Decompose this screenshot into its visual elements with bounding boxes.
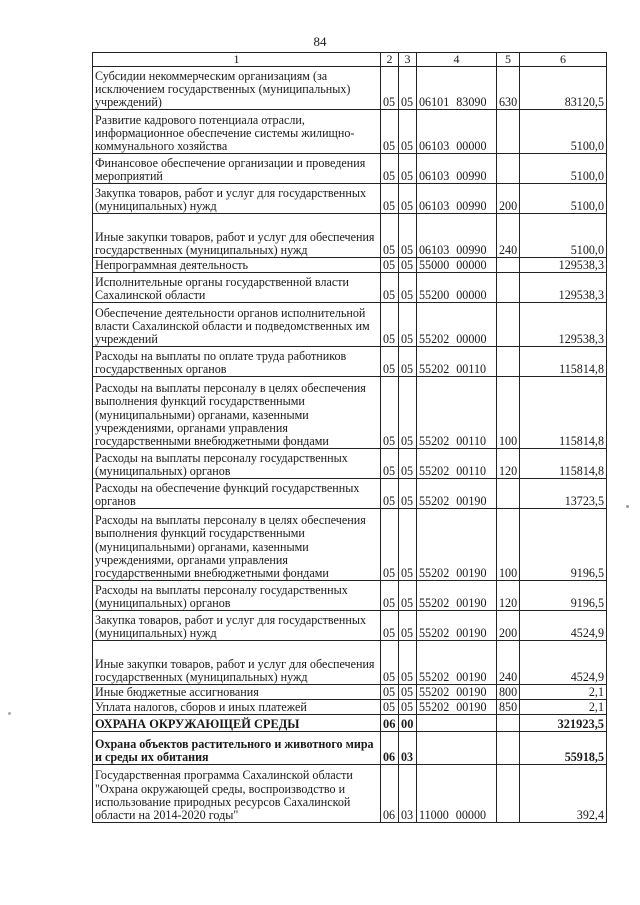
table-row: [93, 273, 607, 303]
table-header-row: [93, 53, 607, 67]
row-expense-type: [497, 258, 520, 273]
row-name: Государственная программа Сахалинской области "Охрана окружающей среды, воспроизводство и использование природных ресурсов Сахалинской области на 2014-2020 годы": [93, 765, 381, 823]
table-row: [93, 611, 607, 641]
row-amount: 4524,9: [520, 611, 607, 641]
row-subsection: 05: [399, 273, 417, 303]
row-amount: 5100,0: [520, 154, 607, 184]
row-target-article: 06103 00990: [417, 154, 497, 184]
row-amount: 9196,5: [520, 581, 607, 611]
row-amount: 9196,5: [520, 509, 607, 581]
row-name: ОХРАНА ОКРУЖАЮЩЕЙ СРЕДЫ: [93, 715, 381, 732]
row-expense-type: 120: [497, 581, 520, 611]
row-name: Уплата налогов, сборов и иных платежей: [93, 700, 381, 715]
table-row: [93, 67, 607, 110]
row-section: 05: [381, 700, 399, 715]
row-amount: 392,4: [520, 765, 607, 823]
row-name: Расходы на обеспечение функций государственных органов: [93, 479, 381, 509]
row-section: 05: [381, 581, 399, 611]
row-name: Развитие кадрового потенциала отрасли, информационное обеспечение системы жилищно-коммунального хозяйства: [93, 110, 381, 154]
row-target-article: 55202 00190: [417, 581, 497, 611]
row-amount: 129538,3: [520, 258, 607, 273]
row-subsection: 05: [399, 154, 417, 184]
row-amount: 5100,0: [520, 110, 607, 154]
row-amount: 115814,8: [520, 449, 607, 479]
row-subsection: 05: [399, 685, 417, 700]
row-target-article: [417, 732, 497, 765]
row-section: 05: [381, 347, 399, 377]
row-expense-type: [497, 273, 520, 303]
row-target-article: 06103 00990: [417, 214, 497, 258]
row-name: Закупка товаров, работ и услуг для государственных (муниципальных) нужд: [93, 611, 381, 641]
row-target-article: 55202 00110: [417, 347, 497, 377]
row-section: 05: [381, 258, 399, 273]
row-expense-type: 800: [497, 685, 520, 700]
row-name: Иные закупки товаров, работ и услуг для обеспечения государственных (муниципальных) нужд: [93, 641, 381, 685]
row-subsection: 05: [399, 611, 417, 641]
row-subsection: 05: [399, 303, 417, 347]
row-target-article: 55202 00000: [417, 303, 497, 347]
row-subsection: 05: [399, 449, 417, 479]
row-target-article: 55202 00190: [417, 685, 497, 700]
row-name: Финансовое обеспечение организации и проведения мероприятий: [93, 154, 381, 184]
row-expense-type: 200: [497, 611, 520, 641]
row-expense-type: [497, 154, 520, 184]
table-row: [93, 214, 607, 258]
header-col-4: 4: [417, 53, 497, 67]
row-target-article: 06101 83090: [417, 67, 497, 110]
row-name: Расходы на выплаты персоналу в целях обеспечения выполнения функций государственными (муниципальными) органами, казенными учреждениями, органами управления государственными внебюджетными фондами: [93, 377, 381, 449]
row-subsection: 05: [399, 479, 417, 509]
table-row: [93, 685, 607, 700]
row-amount: 129538,3: [520, 303, 607, 347]
row-amount: 321923,5: [520, 715, 607, 732]
row-expense-type: 120: [497, 449, 520, 479]
table-row: [93, 765, 607, 823]
row-target-article: 55202 00110: [417, 377, 497, 449]
table-row: [93, 110, 607, 154]
row-section: 05: [381, 184, 399, 214]
table-row: [93, 449, 607, 479]
header-col-1: 1: [93, 53, 381, 67]
row-amount: 55918,5: [520, 732, 607, 765]
table-row: [93, 258, 607, 273]
row-subsection: 05: [399, 184, 417, 214]
row-target-article: 55202 00190: [417, 509, 497, 581]
header-col-2: 2: [381, 53, 399, 67]
row-amount: 13723,5: [520, 479, 607, 509]
table-row: [93, 303, 607, 347]
row-section: 05: [381, 449, 399, 479]
header-col-6: 6: [520, 53, 607, 67]
row-expense-type: 850: [497, 700, 520, 715]
row-name: Закупка товаров, работ и услуг для государственных (муниципальных) нужд: [93, 184, 381, 214]
row-expense-type: 240: [497, 214, 520, 258]
row-name: Охрана объектов растительного и животного мира и среды их обитания: [93, 732, 381, 765]
page-number: 84: [313, 34, 327, 49]
row-expense-type: [497, 303, 520, 347]
row-subsection: 03: [399, 732, 417, 765]
row-subsection: 05: [399, 581, 417, 611]
row-section: 05: [381, 685, 399, 700]
row-target-article: 11000 00000: [417, 765, 497, 823]
row-amount: 2,1: [520, 685, 607, 700]
row-target-article: 06103 00000: [417, 110, 497, 154]
row-section: 06: [381, 715, 399, 732]
row-amount: 2,1: [520, 700, 607, 715]
row-subsection: 05: [399, 700, 417, 715]
row-amount: 115814,8: [520, 347, 607, 377]
row-expense-type: [497, 715, 520, 732]
table-row: [93, 347, 607, 377]
table-row: [93, 479, 607, 509]
row-amount: 4524,9: [520, 641, 607, 685]
row-subsection: 05: [399, 509, 417, 581]
row-subsection: 05: [399, 377, 417, 449]
row-amount: 5100,0: [520, 184, 607, 214]
row-target-article: 55202 00190: [417, 479, 497, 509]
row-amount: 5100,0: [520, 214, 607, 258]
row-name: Расходы на выплаты персоналу государственных (муниципальных) органов: [93, 581, 381, 611]
row-expense-type: 200: [497, 184, 520, 214]
row-subsection: 05: [399, 110, 417, 154]
row-subsection: 03: [399, 765, 417, 823]
table-body: [93, 67, 607, 823]
row-section: 05: [381, 214, 399, 258]
row-section: 05: [381, 479, 399, 509]
row-name: Иные бюджетные ассигнования: [93, 685, 381, 700]
table-row: [93, 641, 607, 685]
row-target-article: 55202 00190: [417, 700, 497, 715]
table-row: [93, 509, 607, 581]
row-section: 05: [381, 154, 399, 184]
row-target-article: [417, 715, 497, 732]
row-expense-type: 100: [497, 509, 520, 581]
table-row: [93, 377, 607, 449]
table-row-subsection: [93, 732, 607, 765]
row-subsection: 05: [399, 214, 417, 258]
row-name: Непрограммная деятельность: [93, 258, 381, 273]
row-section: 06: [381, 765, 399, 823]
row-section: 05: [381, 273, 399, 303]
row-section: 05: [381, 110, 399, 154]
row-target-article: 55202 00190: [417, 611, 497, 641]
row-target-article: 55202 00110: [417, 449, 497, 479]
row-subsection: 05: [399, 258, 417, 273]
table-row: [93, 700, 607, 715]
budget-table: [92, 52, 607, 823]
row-section: 05: [381, 67, 399, 110]
row-target-article: 55000 00000: [417, 258, 497, 273]
row-section: 05: [381, 641, 399, 685]
row-amount: 83120,5: [520, 67, 607, 110]
row-expense-type: [497, 732, 520, 765]
row-section: 05: [381, 303, 399, 347]
row-expense-type: [497, 765, 520, 823]
scan-speck: [626, 505, 629, 508]
row-name: Субсидии некоммерческим организациям (за исключением государственных (муниципальных) учреждений): [93, 67, 381, 110]
scan-speck: [8, 712, 11, 715]
row-expense-type: 240: [497, 641, 520, 685]
row-subsection: 05: [399, 641, 417, 685]
row-name: Расходы на выплаты персоналу государственных (муниципальных) органов: [93, 449, 381, 479]
header-col-3: 3: [399, 53, 417, 67]
row-subsection: 05: [399, 67, 417, 110]
row-section: 05: [381, 611, 399, 641]
header-col-5: 5: [497, 53, 520, 67]
row-amount: 115814,8: [520, 377, 607, 449]
row-expense-type: [497, 347, 520, 377]
row-subsection: 05: [399, 347, 417, 377]
row-target-article: 06103 00990: [417, 184, 497, 214]
row-target-article: 55202 00190: [417, 641, 497, 685]
row-subsection: 00: [399, 715, 417, 732]
row-name: Исполнительные органы государственной власти Сахалинской области: [93, 273, 381, 303]
row-expense-type: [497, 110, 520, 154]
row-expense-type: 630: [497, 67, 520, 110]
table-row: [93, 581, 607, 611]
row-name: Иные закупки товаров, работ и услуг для обеспечения государственных (муниципальных) нужд: [93, 214, 381, 258]
row-name: Расходы на выплаты по оплате труда работников государственных органов: [93, 347, 381, 377]
row-section: 06: [381, 732, 399, 765]
table-row-section: [93, 715, 607, 732]
row-section: 05: [381, 377, 399, 449]
row-section: 05: [381, 509, 399, 581]
row-target-article: 55200 00000: [417, 273, 497, 303]
row-name: Обеспечение деятельности органов исполнительной власти Сахалинской области и подведомственных им учреждений: [93, 303, 381, 347]
row-expense-type: 100: [497, 377, 520, 449]
row-expense-type: [497, 479, 520, 509]
table-row: [93, 154, 607, 184]
row-name: Расходы на выплаты персоналу в целях обеспечения выполнения функций государственными (муниципальными) органами, казенными учреждениями, органами управления государственными внебюджетными фондами: [93, 509, 381, 581]
row-amount: 129538,3: [520, 273, 607, 303]
table-row: [93, 184, 607, 214]
